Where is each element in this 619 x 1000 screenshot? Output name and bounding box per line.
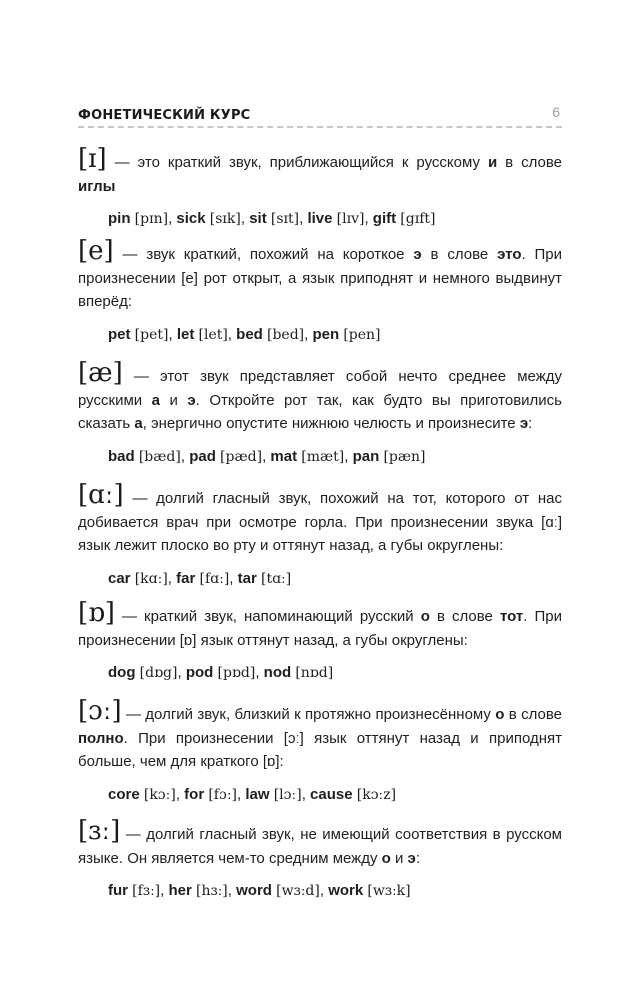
example-transcription: [pen] xyxy=(343,326,381,343)
example-transcription: [dɒg] xyxy=(139,665,178,681)
example-transcription: [mæt] xyxy=(301,448,345,465)
example-word: pin xyxy=(108,210,131,227)
example-list: pet [pet], let [let], bed [bed], pen [pen] xyxy=(108,325,381,343)
description-text: : xyxy=(415,849,420,867)
description-text: — этот звук представляет собой нечто среднее между русскими xyxy=(78,368,562,409)
example-word: work xyxy=(328,882,364,899)
example-word: pen xyxy=(312,325,340,343)
phoneme-section xyxy=(78,144,562,230)
highlighted-letter: а xyxy=(134,415,143,432)
example-word: bad xyxy=(108,447,135,465)
example-transcription: [pɒd] xyxy=(217,665,256,681)
example-transcription: [hɜː] xyxy=(195,883,228,899)
description-text: . При произнесении [ɒ] язык оттянут назад, а губы округлены: xyxy=(78,608,562,649)
description-text: и xyxy=(159,391,188,409)
highlighted-letter: и xyxy=(487,154,498,171)
phoneme-symbol: [ɔː] xyxy=(78,696,122,726)
example-list: fur [fɜː], her [hɜː], word [wɜːd], work [wɜːk] xyxy=(108,882,411,899)
description-text: . Откройте рот так, как будто вы приготовились сказать xyxy=(78,391,562,432)
phoneme-description xyxy=(78,358,562,436)
example-word: pet xyxy=(108,325,131,343)
example-word: her xyxy=(168,882,192,899)
example-word: dog xyxy=(108,664,136,681)
phoneme-section xyxy=(78,816,562,902)
phoneme-symbol: [ɪ] xyxy=(78,144,107,174)
example-word: let xyxy=(176,325,195,343)
description-text: — это краткий звук, приближающийся к русскому xyxy=(106,154,488,171)
example-list: dog [dɒg], pod [pɒd], nod [nɒd] xyxy=(108,664,334,681)
example-transcription: [bæd] xyxy=(138,448,181,465)
example-word: gift xyxy=(372,210,397,227)
description-text: — долгий гласный звук, похожий на тот, которого от нас добивается врач при осмотре горла. При произнесении звука [ɑː] язык лежит плоско во рту и оттянут назад, а губы округлены: xyxy=(78,490,562,554)
highlighted-letter: о xyxy=(420,608,430,625)
example-word: live xyxy=(307,210,333,227)
example-transcription: [lɪv] xyxy=(336,211,365,227)
example-transcription: [kɔːz] xyxy=(356,786,397,803)
example-word: law xyxy=(245,785,270,803)
example-word: car xyxy=(108,569,131,587)
example-transcription: [pæd] xyxy=(220,448,263,465)
page-number: 6 xyxy=(552,104,560,120)
example-transcription: [wɜːd] xyxy=(276,883,320,899)
description-text: и xyxy=(390,849,408,867)
example-transcription: [wɜːk] xyxy=(367,883,411,899)
description-text: в слове xyxy=(504,706,562,723)
example-transcription: [lɔː] xyxy=(273,786,302,803)
example-list: bad [bæd], pad [pæd], mat [mæt], pan [pæn] xyxy=(108,447,426,465)
example-word: fur xyxy=(108,882,128,899)
phoneme-description xyxy=(78,816,562,870)
example-word: sit xyxy=(249,210,267,227)
highlighted-letter: а xyxy=(151,391,160,409)
example-transcription: [gɪft] xyxy=(400,211,436,227)
description-text: в слове xyxy=(421,246,498,263)
example-word: sick xyxy=(176,210,206,227)
example-word: pan xyxy=(352,447,380,465)
description-text: : xyxy=(528,415,533,432)
description-text: в слове xyxy=(429,608,500,625)
description-text: — звук краткий, похожий на короткое xyxy=(113,246,414,263)
phoneme-description xyxy=(78,144,562,198)
example-transcription: [fɔː] xyxy=(208,786,238,803)
example-transcription: [pæn] xyxy=(383,448,426,465)
description-text: — краткий звук, напоминающий русский xyxy=(114,608,421,625)
phoneme-description xyxy=(78,598,562,652)
phoneme-symbol: [æ] xyxy=(78,358,123,388)
phoneme-symbol: [e] xyxy=(78,236,114,266)
chapter-title: ФОНЕТИЧЕСКИЙ КУРС xyxy=(78,108,251,123)
description-text: в слове xyxy=(497,154,562,171)
phoneme-section xyxy=(78,358,562,468)
example-transcription: [nɒd] xyxy=(295,665,334,681)
highlighted-letter: это xyxy=(497,246,522,263)
highlighted-letter: тот xyxy=(499,608,524,625)
example-transcription: [let] xyxy=(198,326,228,343)
description-text: . При произнесении [e] рот открыт, а язык приподнят и немного выдвинут вперёд: xyxy=(78,246,562,310)
example-transcription: [tɑː] xyxy=(261,570,292,587)
example-transcription: [kɔː] xyxy=(143,786,176,803)
example-word: pad xyxy=(189,447,216,465)
highlighted-letter: иглы xyxy=(78,177,116,195)
phoneme-description xyxy=(78,696,562,774)
example-transcription: [pɪn] xyxy=(134,211,169,227)
example-word: pod xyxy=(185,664,214,681)
phoneme-section xyxy=(78,598,562,684)
example-list: car [kɑː], far [fɑː], tar [tɑː] xyxy=(108,569,292,587)
example-transcription: [kɑː] xyxy=(134,570,168,587)
highlighted-letter: полно xyxy=(78,729,124,747)
phoneme-description xyxy=(78,236,562,314)
example-word: bed xyxy=(236,325,263,343)
description-text: . При произнесении [ɔː] язык оттянут назад и приподнят больше, чем для краткого [ɒ]: xyxy=(78,729,562,770)
example-word: cause xyxy=(310,785,353,803)
phoneme-section xyxy=(78,480,562,590)
description-text: — долгий гласный звук, не имеющий соответствия в русском языке. Он является чем-то средним между xyxy=(78,826,562,867)
phoneme-section xyxy=(78,696,562,806)
description-text: , энергично опустите нижнюю челюсть и произнесите xyxy=(142,415,520,432)
example-transcription: [pet] xyxy=(134,326,169,343)
example-list: pin [pɪn], sick [sɪk], sit [sɪt], live [lɪv], gift [gɪft] xyxy=(108,210,436,227)
example-transcription: [fɑː] xyxy=(199,570,230,587)
highlighted-letter: о xyxy=(495,706,505,723)
example-word: nod xyxy=(263,664,292,681)
example-word: far xyxy=(176,569,196,587)
highlighted-letter: э xyxy=(519,415,529,432)
example-word: for xyxy=(184,785,205,803)
page-header xyxy=(78,104,562,128)
example-transcription: [fɜː] xyxy=(132,883,161,899)
phoneme-description xyxy=(78,480,562,558)
description-text: — долгий звук, близкий к протяжно произнесённому xyxy=(121,706,496,723)
example-word: tar xyxy=(237,569,257,587)
example-transcription: [sɪt] xyxy=(270,211,300,227)
example-list: core [kɔː], for [fɔː], law [lɔː], cause [kɔːz] xyxy=(108,785,397,803)
highlighted-letter: э xyxy=(413,246,422,263)
example-word: word xyxy=(236,882,272,899)
highlighted-letter: э xyxy=(187,391,196,409)
phoneme-symbol: [ɒ] xyxy=(78,598,115,628)
example-transcription: [bed] xyxy=(267,326,305,343)
phoneme-symbol: [ɜː] xyxy=(78,816,121,846)
example-transcription: [sɪk] xyxy=(209,211,241,227)
phoneme-section xyxy=(78,236,562,346)
example-word: mat xyxy=(270,447,298,465)
phoneme-symbol: [ɑː] xyxy=(78,480,124,510)
example-word: core xyxy=(108,785,140,803)
highlighted-letter: о xyxy=(381,849,391,867)
highlighted-letter: э xyxy=(407,849,416,867)
